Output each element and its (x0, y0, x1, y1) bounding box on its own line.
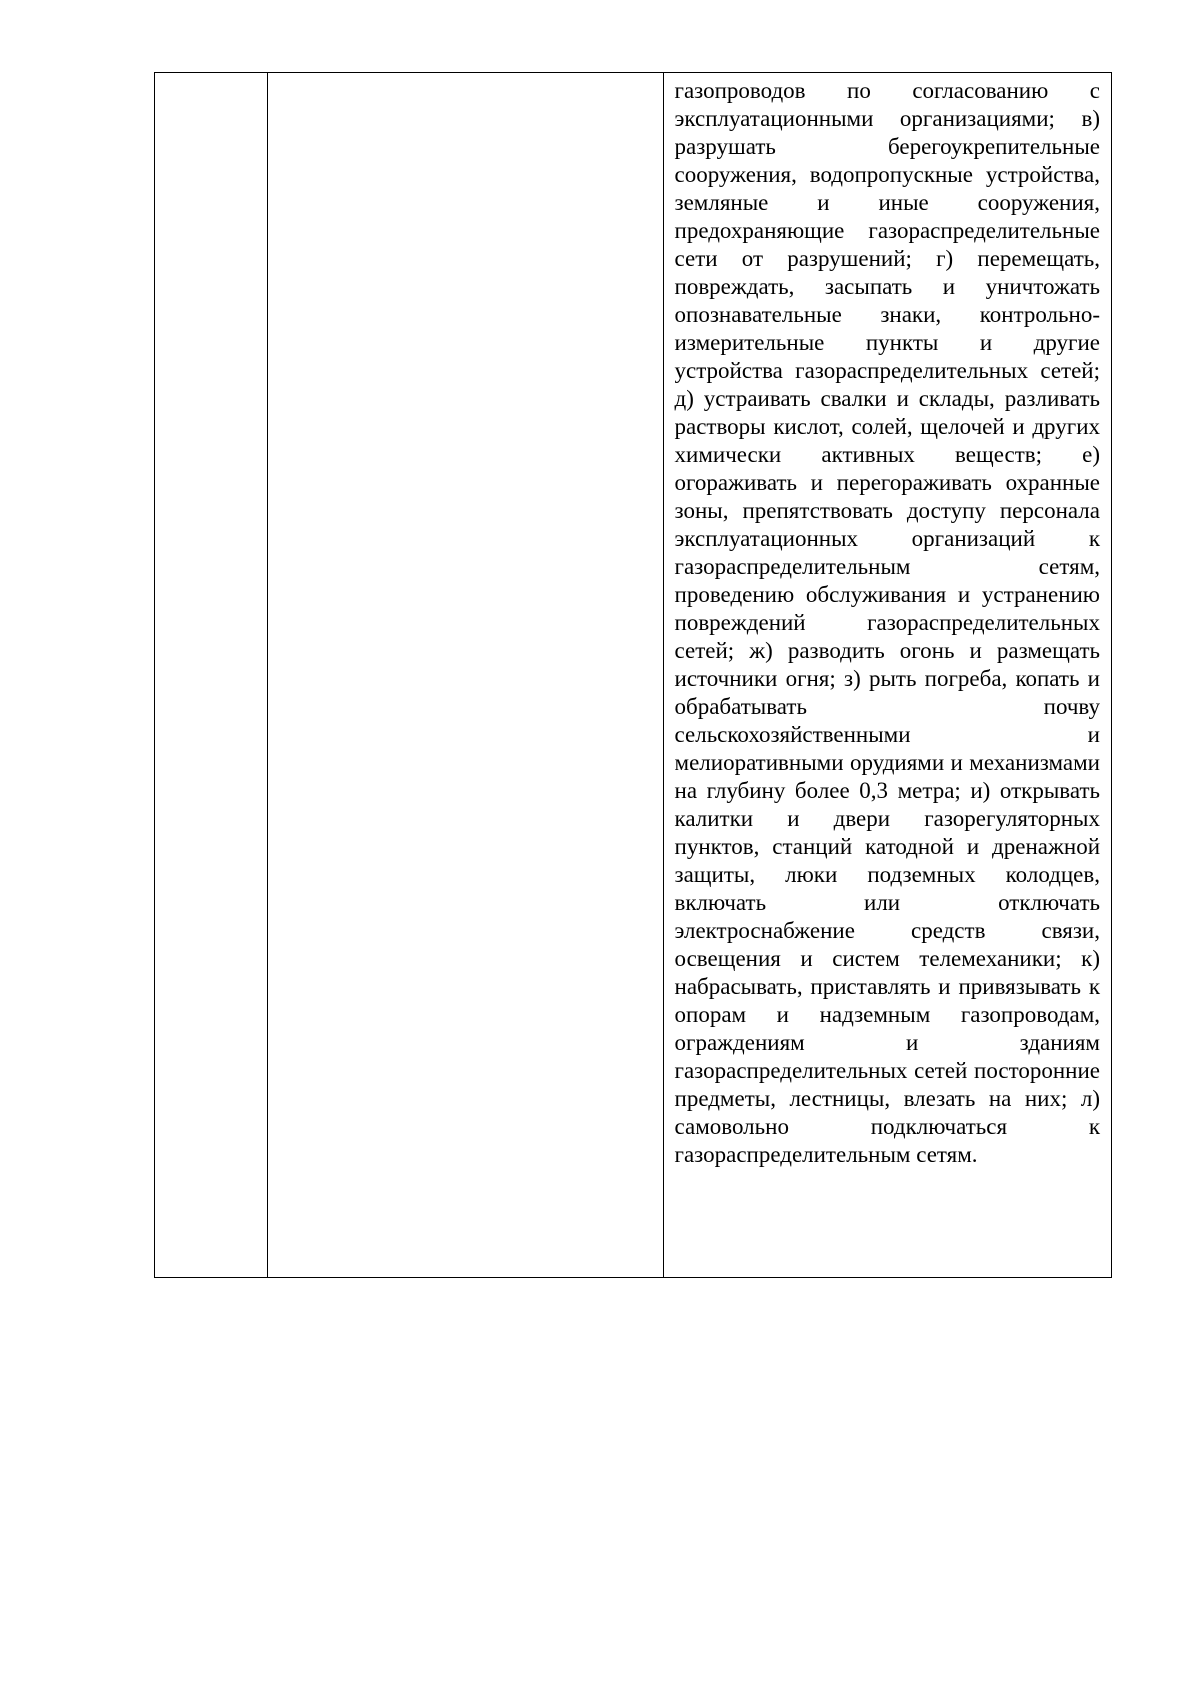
table-row (155, 73, 1112, 1278)
table-cell-3 (663, 73, 1111, 1278)
cell-1-text (155, 73, 267, 77)
table-cell-2 (268, 73, 663, 1278)
cell-2-text (268, 73, 662, 77)
document-table (154, 72, 1112, 1278)
cell-3-text: газопроводов по согласованию с эксплуатационными организациями; в) разрушать берегоукрепительные сооружения, водопропускные устройства, земляные и иные сооружения, предохраняющие газораспределительные сети от разрушений; г) перемещать, повреждать, засыпать и уничтожать опознавательные знаки, контрольно-измерительные пункты и другие устройства газораспределительных сетей; д) устраивать свалки и склады, разливать растворы кислот, солей, щелочей и других химически активных веществ; е) огораживать и перегораживать охранные зоны, препятствовать доступу персонала эксплуатационных организаций к газораспределительным сетям, проведению обслуживания и устранению повреждений газораспределительных сетей; ж) разводить огонь и размещать источники огня; з) рыть погреба, копать и обрабатывать почву сельскохозяйственными и мелиоративными орудиями и механизмами на глубину более 0,3 метра; и) открывать калитки и двери газорегуляторных пунктов, станций катодной и дренажной защиты, люки подземных колодцев, включать или отключать электроснабжение средств связи, освещения и систем телемеханики; к) набрасывать, приставлять и привязывать к опорам и надземным газопроводам, ограждениям и зданиям газораспределительных сетей посторонние предметы, лестницы, влезать на них; л) самовольно подключаться к газораспределительным сетям. (674, 78, 1100, 1167)
table-cell-1 (155, 73, 268, 1278)
